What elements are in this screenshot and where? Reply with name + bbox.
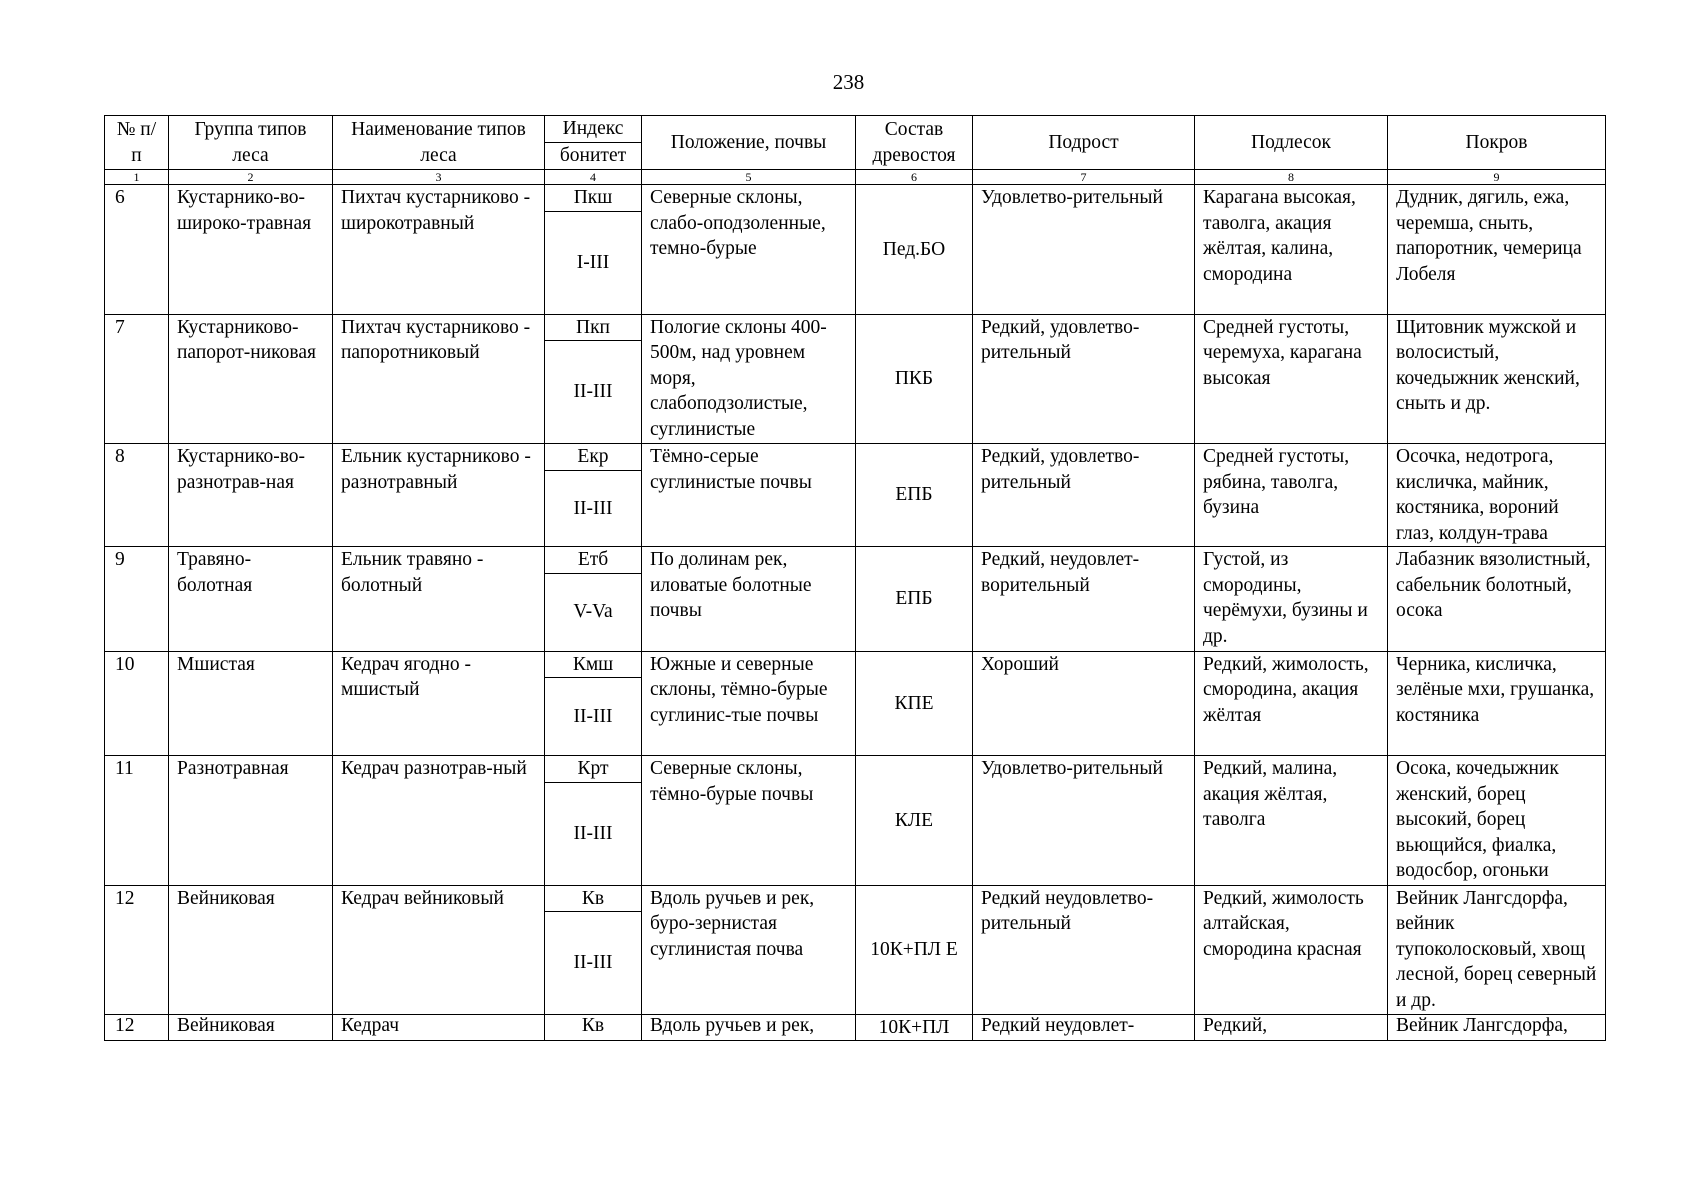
table-row	[105, 885, 1606, 912]
header-name: Наименование типов леса	[333, 116, 545, 170]
index-code: Кв	[545, 885, 642, 912]
bonitet: V-Va	[545, 573, 642, 651]
page-number: 238	[832, 70, 865, 94]
row-number: 9	[105, 547, 169, 652]
position-soils: По долинам рек, иловатые болотные почвы	[642, 547, 856, 652]
undergrowth: Хороший	[973, 651, 1195, 756]
forest-group: Травяно-болотная	[169, 547, 333, 652]
underbrush: Редкий,	[1195, 1015, 1388, 1041]
bonitet: II-III	[545, 782, 642, 885]
column-number: 2	[169, 170, 333, 185]
ground-cover: Черника, кисличка, зелёные мхи, грушанка, костяника	[1388, 651, 1606, 756]
undergrowth: Редкий, удовлетво-рительный	[973, 314, 1195, 444]
row-number: 7	[105, 314, 169, 444]
table-row	[105, 314, 1606, 341]
header-composition: Состав древостоя	[856, 116, 973, 170]
bonitet: II-III	[545, 341, 642, 444]
underbrush: Редкий, жимолость алтайская, смородина красная	[1195, 885, 1388, 1015]
ground-cover: Дудник, дягиль, ежа, черемша, сныть, папоротник, чемерица Лобеля	[1388, 185, 1606, 315]
index-code: Екр	[545, 444, 642, 471]
header-undergrowth: Подрост	[973, 116, 1195, 170]
underbrush: Редкий, жимолость, смородина, акация жёлтая	[1195, 651, 1388, 756]
header-group: Группа типов леса	[169, 116, 333, 170]
forest-type-name: Кедрач	[333, 1015, 545, 1041]
header-position: Положение, почвы	[642, 116, 856, 170]
index-code: Пкш	[545, 185, 642, 212]
undergrowth: Удовлетво-рительный	[973, 756, 1195, 886]
underbrush: Средней густоты, черемуха, карагана высокая	[1195, 314, 1388, 444]
position-soils: Вдоль ручьев и рек, буро-зернистая суглинистая почва	[642, 885, 856, 1015]
position-soils: Южные и северные склоны, тёмно-бурые суглинис-тые почвы	[642, 651, 856, 756]
forest-type-name: Ельник травяно - болотный	[333, 547, 545, 652]
table-row	[105, 444, 1606, 471]
forest-type-name: Пихтач кустарниково - папоротниковый	[333, 314, 545, 444]
stand-composition: КПЕ	[856, 651, 973, 756]
forest-type-name: Кедрач ягодно - мшистый	[333, 651, 545, 756]
forest-group: Кустарнико-во-широко-травная	[169, 185, 333, 315]
undergrowth: Редкий, удовлетво-рительный	[973, 444, 1195, 547]
forest-type-name: Ельник кустарниково - разнотравный	[333, 444, 545, 547]
stand-composition: Пед.БО	[856, 185, 973, 315]
ground-cover: Лабазник вязолистный, сабельник болотный, осока	[1388, 547, 1606, 652]
table-row	[105, 651, 1606, 678]
stand-composition: КЛЕ	[856, 756, 973, 886]
index-code: Пкп	[545, 314, 642, 341]
column-number: 4	[545, 170, 642, 185]
table-row	[105, 185, 1606, 212]
forest-group: Кустарниково-папорот-никовая	[169, 314, 333, 444]
forest-group: Мшистая	[169, 651, 333, 756]
forest-type-name: Кедрач вейниковый	[333, 885, 545, 1015]
position-soils: Пологие склоны 400-500м, над уровнем моря, слабоподзолистые, суглинистые	[642, 314, 856, 444]
ground-cover: Осока, кочедыжник женский, борец высокий, борец вьющийся, фиалка, водосбор, огоньки	[1388, 756, 1606, 886]
forest-group: Разнотравная	[169, 756, 333, 886]
bonitet: I-III	[545, 211, 642, 314]
table-row-repeat	[105, 1015, 1606, 1041]
ground-cover: Вейник Лангсдорфа,	[1388, 1015, 1606, 1041]
row-number: 8	[105, 444, 169, 547]
row-number: 10	[105, 651, 169, 756]
header-underbrush: Подлесок	[1195, 116, 1388, 170]
row-number: 11	[105, 756, 169, 886]
table-row	[105, 547, 1606, 574]
index-code: Кмш	[545, 651, 642, 678]
forest-group: Вейниковая	[169, 885, 333, 1015]
forest-types-table	[104, 115, 1606, 1041]
forest-type-name: Кедрач разнотрав-ный	[333, 756, 545, 886]
stand-composition: 10К+ПЛ Е	[856, 885, 973, 1015]
column-number: 7	[973, 170, 1195, 185]
table-body	[105, 185, 1606, 1041]
ground-cover: Щитовник мужской и волосистый, кочедыжник женский, сныть и др.	[1388, 314, 1606, 444]
undergrowth: Редкий неудовлетво-рительный	[973, 885, 1195, 1015]
position-soils: Северные склоны, тёмно-бурые почвы	[642, 756, 856, 886]
stand-composition: ЕПБ	[856, 444, 973, 547]
stand-composition: ПКБ	[856, 314, 973, 444]
underbrush: Густой, из смородины, черёмухи, бузины и др.	[1195, 547, 1388, 652]
header-bonitet: бонитет	[545, 143, 642, 170]
stand-composition: 10К+ПЛ	[856, 1015, 973, 1041]
index-code: Кв	[545, 1015, 642, 1041]
stand-composition: ЕПБ	[856, 547, 973, 652]
table-row	[105, 756, 1606, 783]
row-number: 12	[105, 1015, 169, 1041]
position-soils: Северные склоны, слабо-оподзоленные, темно-бурые	[642, 185, 856, 315]
ground-cover: Вейник Лангсдорфа, вейник тупоколосковый, хвощ лесной, борец северный и др.	[1388, 885, 1606, 1015]
row-number: 6	[105, 185, 169, 315]
forest-group: Вейниковая	[169, 1015, 333, 1041]
undergrowth: Удовлетво-рительный	[973, 185, 1195, 315]
bonitet: II-III	[545, 470, 642, 546]
position-soils: Тёмно-серые суглинистые почвы	[642, 444, 856, 547]
forest-group: Кустарнико-во-разнотрав-ная	[169, 444, 333, 547]
forest-type-name: Пихтач кустарниково - широкотравный	[333, 185, 545, 315]
header-cover: Покров	[1388, 116, 1606, 170]
column-number: 9	[1388, 170, 1606, 185]
underbrush: Редкий, малина, акация жёлтая, таволга	[1195, 756, 1388, 886]
column-numbers-row	[105, 170, 1606, 185]
underbrush: Карагана высокая, таволга, акация жёлтая, калина, смородина	[1195, 185, 1388, 315]
column-number: 5	[642, 170, 856, 185]
ground-cover: Осочка, недотрога, кисличка, майник, костяника, вороний глаз, колдун-трава	[1388, 444, 1606, 547]
index-code: Крт	[545, 756, 642, 783]
bonitet: II-III	[545, 678, 642, 756]
header-index: Индекс	[545, 116, 642, 143]
header-num: № п/п	[105, 116, 169, 170]
column-number: 8	[1195, 170, 1388, 185]
position-soils: Вдоль ручьев и рек,	[642, 1015, 856, 1041]
underbrush: Средней густоты, рябина, таволга, бузина	[1195, 444, 1388, 547]
column-number: 3	[333, 170, 545, 185]
column-number: 1	[105, 170, 169, 185]
row-number: 12	[105, 885, 169, 1015]
index-code: Етб	[545, 547, 642, 574]
column-number: 6	[856, 170, 973, 185]
undergrowth: Редкий неудовлет-	[973, 1015, 1195, 1041]
bonitet: II-III	[545, 912, 642, 1015]
undergrowth: Редкий, неудовлет-ворительный	[973, 547, 1195, 652]
